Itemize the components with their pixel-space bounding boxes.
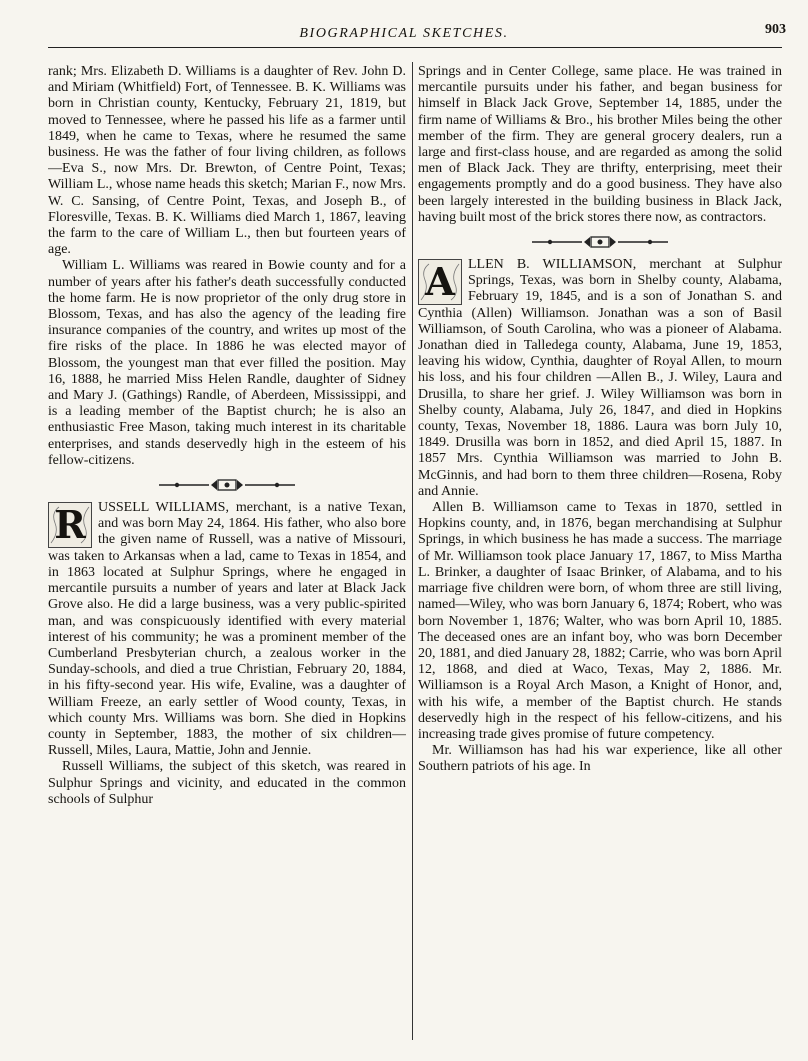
paragraph: Allen B. Williamson came to Texas in 1870, settled in Hopkins county, and, in 1876, began merchandising at Sulphur Springs, in which business he has made a success. The marriage of Mr. Williamson took place January 17, 1867, to Miss Martha L. Brinker, a daughter of Isaac Brinker, of Alabama, and to his marriage five children were born, of whom three are still living, named—Wiley, who was born January 6, 1874; Robert, who was born November 1, 1876; Walter, who was born April 10, 1885. The deceased ones are an infant boy, who was born December 20, 1881, and died January 28, 1882; Carrie, who was born April 12, 1868, and died at Waco, Texas, May 2, 1886. Mr. Williamson is a Royal Arch Mason, a Knight of Honor, and, with his wife, a member of the Baptist church. He stands deservedly high in the respect of his fellow-citizens, and his increasing trade gives promise of future competency. (418, 500, 782, 742)
entry-paragraph (418, 257, 782, 500)
paragraph: William L. Williams was reared in Bowie county and for a number of years after his father's death successfully conducted the home farm. He is now proprietor of the only drug store in Blossom, Texas, and has also the agency of the leading fire insurance companies of the country, and writes up most of the fire risks of the place. In 1886 he was elected mayor of Blossom, the youngest man that ever filled the position. May 16, 1888, he married Miss Helen Randle, daughter of Sidney and Mary J. (Gathings) Randle, of Aberdeen, Mississippi, and is a leading member of the Baptist church; he is also an enthusiastic Free Mason, taking much interest in its charitable enterprises, and stands deservedly high in the esteem of his fellow-citizens. (48, 258, 406, 468)
paragraph: Russell Williams, the subject of this sketch, was reared in Sulphur Springs and vicinity, and educated in the common schools of Sulphur (48, 759, 406, 807)
running-title: BIOGRAPHICAL SKETCHES. (299, 26, 509, 41)
entry-text: merchant at Sulphur Springs, Texas, was born in Shelby county, Alabama, February 19, 1845, and is a son of Jonathan S. and Cynthia (Allen) Williamson. Jonathan was a son of Basil Williamson, of South Carolina, who was a pioneer of Alabama. Jonathan died in Talledega county, Alabama, June 19, 1853, leaving his widow, Cynthia, daughter of Royal Allen, to mourn his loss, and his four children —Allen B., J. Wiley, Laura and Drusilla, to share her grief. J. Wiley Williamson was born in Shelby county, Alabama, July 26, 1847, and died in Hopkins county, Texas, November 18, 1886. Laura was born July 10, 1849. Drusilla was born in 1852, and died April 15, 1887. In 1857 Mrs. Cynthia Williamson was married to John B. McGinnis, and had born to them three children—Rosena, Roby and Annie. (418, 257, 782, 499)
column-divider (412, 62, 413, 1040)
header-rule (48, 47, 782, 48)
drop-cap (48, 502, 92, 548)
entry-allen-williamson (418, 257, 782, 776)
entry-heading: LLEN B. WILLIAMSON, (468, 257, 637, 273)
ornament-divider (530, 235, 670, 249)
paragraph: Mr. Williamson has had his war experience, like all other Southern patriots of his age. In (418, 743, 782, 775)
page-number: 903 (765, 22, 786, 37)
paragraph: rank; Mrs. Elizabeth D. Williams is a daughter of Rev. John D. and Miriam (Whitfield) Fort, of Tennessee. B. K. Williams was born in Christian county, Kentucky, February 21, 1819, but moved to Tennessee, where he passed his life as a farmer until 1849, when he came to Texas, where he resumed the same business. He was the father of four living children, as follows—Eva S., now Mrs. Dr. Brewton, of Centre Point, Texas; William L., whose name heads this sketch; Marian F., now Mrs. W. C. Sansing, of Centre Point, Texas, and Joseph B., of Floresville, Texas. B. K. Williams died March 1, 1867, leaving the farm to the care of William L., then but fourteen years of age. (48, 64, 406, 258)
left-column (48, 64, 406, 1044)
drop-cap (418, 259, 462, 305)
ornament-divider (157, 478, 297, 492)
drop-cap-letter: A (425, 259, 455, 305)
page-header (0, 22, 808, 44)
paragraph: Springs and in Center College, same place. He was trained in mercantile pursuits under his father, and began business for himself in Black Jack Grove, September 14, 1885, under the firm name of Williams & Bro., his brother Miles being the other member of the firm. They are general grocery dealers, run a large and first-class house, and are regarded as among the solid men of Black Jack. They are thrifty, enterprising, meet their engagements promptly and do a good business. They have also been largely interested in the building business in Black Jack, having built most of the brick stores there now, as contractors. (418, 64, 782, 225)
entry-text: merchant, is a native Texan, and was born May 24, 1864. His father, who also bore the given name of Russell, was a native of Missouri, was taken to Arkansas when a lad, came to Texas in 1854, and in 1863 located at Sulphur Springs, where he engaged in mercantile pursuits a number of years and later at Black Jack Grove also. He did a large business, was a very public-spirited man, and was conspicuously identified with every material interest of his community; he was a prominent member of the Cumberland Presbyterian church, a zealous worker in the Sunday-schools, and died a true Christian, February 20, 1884, in his fifty-second year. His wife, Evaline, was a daughter of William Freeze, an early settler of Wood county, Texas, in which county Mrs. Williams was born. She died in Hopkins county in September, 1883, the mother of six children—Russell, Miles, Laura, Mattie, John and Jennie. (48, 500, 406, 759)
entry-heading: USSELL WILLIAMS, (98, 500, 229, 516)
entry-russell-williams (48, 500, 406, 808)
entry-paragraph (48, 500, 406, 759)
right-column (418, 64, 782, 1044)
drop-cap-letter: R (54, 502, 86, 548)
